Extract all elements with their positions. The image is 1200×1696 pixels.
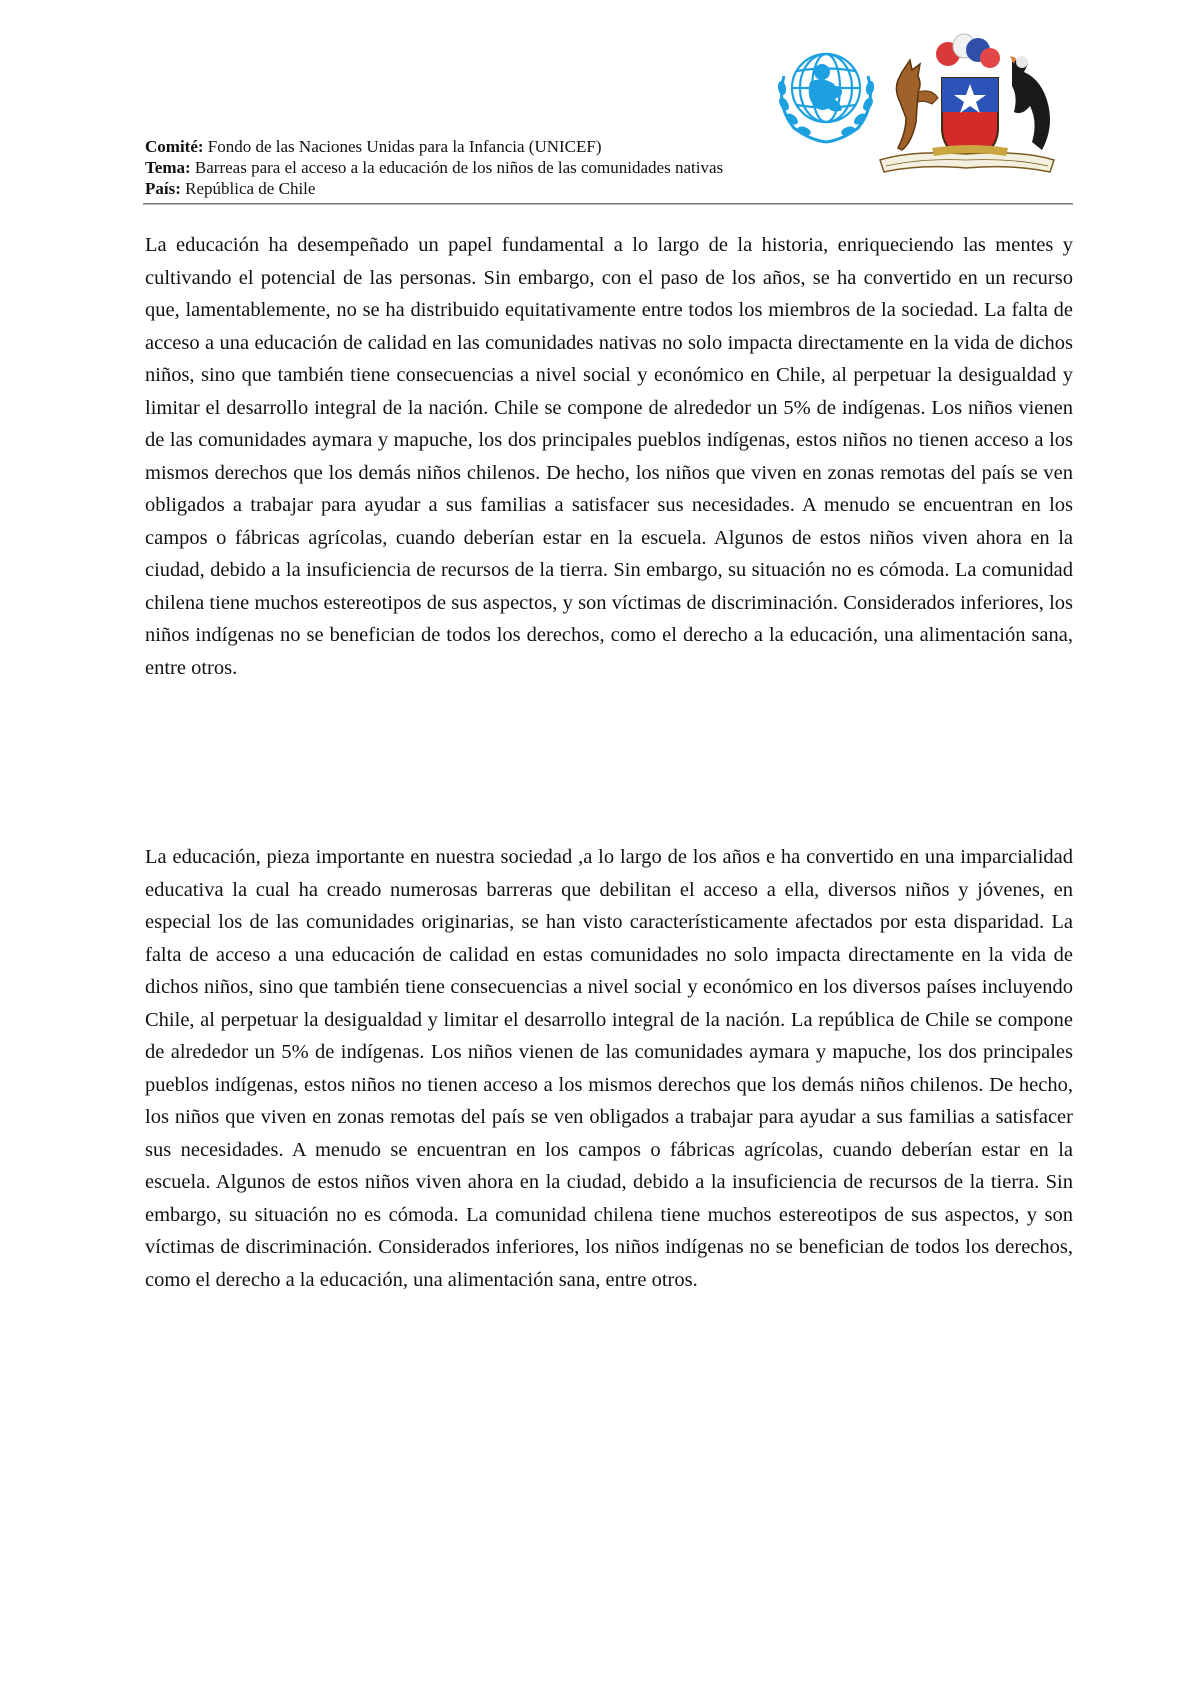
header-divider xyxy=(143,203,1073,205)
topic-line xyxy=(145,157,865,178)
country-value: República de Chile xyxy=(185,179,316,198)
document-header xyxy=(145,136,865,199)
topic-value: Barreas para el acceso a la educación de los niños de las comunidades nativas xyxy=(194,158,724,177)
country-line xyxy=(145,178,865,199)
country-label: País: xyxy=(145,179,181,198)
body-paragraph-1: La educación ha desempeñado un papel fundamental a lo largo de la historia, enriqueciendo las mentes y cultivando el potencial de las personas. Sin embargo, con el paso de los años, se ha convertido en un recurso que, lamentablemente, no se ha distribuido equitativamente entre todos los miembros de la sociedad. La falta de acceso a una educación de calidad en las comunidades nativas no solo impacta directamente en la vida de dichos niños, sino que también tiene consecuencias a nivel social y económico en Chile, al perpetuar la desigualdad y limitar el desarrollo integral de la nación. Chile se compone de alrededor un 5% de indígenas. Los niños vienen de las comunidades aymara y mapuche, los dos principales pueblos indígenas, estos niños no tienen acceso a los mismos derechos que los demás niños chilenos. De hecho, los niños que viven en zonas remotas del país se ven obligados a trabajar para ayudar a sus familias a satisfacer sus necesidades. A menudo se encuentran en los campos o fábricas agrícolas, cuando deberían estar en la escuela. Algunos de estos niños viven ahora en la ciudad, debido a la insuficiencia de recursos de la tierra. Sin embargo, su situación no es cómoda. La comunidad chilena tiene muchos estereotipos de sus aspectos, y son víctimas de discriminación. Considerados inferiores, los niños indígenas no se benefician de todos los derechos, como el derecho a la educación, una alimentación sana, entre otros. xyxy=(145,234,1073,679)
topic-label: Tema: xyxy=(145,158,191,177)
committee-line xyxy=(145,136,865,157)
body-paragraph-2: La educación, pieza importante en nuestra sociedad ,a lo largo de los años e ha convertido en una imparcialidad educativa la cual ha creado numerosas barreras que debilitan el acceso a ella, diversos niños y jóvenes, en especial los de las comunidades originarias, se han visto característicamente afectados por esta disparidad. La falta de acceso a una educación de calidad en estas comunidades no solo impacta directamente en la vida de dichos niños, sino que también tiene consecuencias a nivel social y económico en los diversos países incluyendo Chile, al perpetuar la desigualdad y limitar el desarrollo integral de la nación. La república de Chile se compone de alrededor un 5% de indígenas. Los niños vienen de las comunidades aymara y mapuche, los dos principales pueblos indígenas, estos niños no tienen acceso a los mismos derechos que los demás niños chilenos. De hecho, los niños que viven en zonas remotas del país se ven obligados a trabajar para ayudar a sus familias a satisfacer sus necesidades. A menudo se encuentran en los campos o fábricas agrícolas, cuando deberían estar en la escuela. Algunos de estos niños viven ahora en la ciudad, debido a la insuficiencia de recursos de la tierra. Sin embargo, su situación no es cómoda. La comunidad chilena tiene muchos estereotipos de sus aspectos, y son víctimas de discriminación. Considerados inferiores, los niños indígenas no se benefician de todos los derechos, como el derecho a la educación, una alimentación sana, entre otros. xyxy=(145,846,1073,1291)
unicef-logo-icon xyxy=(770,36,882,148)
chile-coat-of-arms-icon xyxy=(872,32,1060,184)
committee-value: Fondo de las Naciones Unidas para la Infancia (UNICEF) xyxy=(207,137,602,156)
committee-label: Comité: xyxy=(145,137,204,156)
